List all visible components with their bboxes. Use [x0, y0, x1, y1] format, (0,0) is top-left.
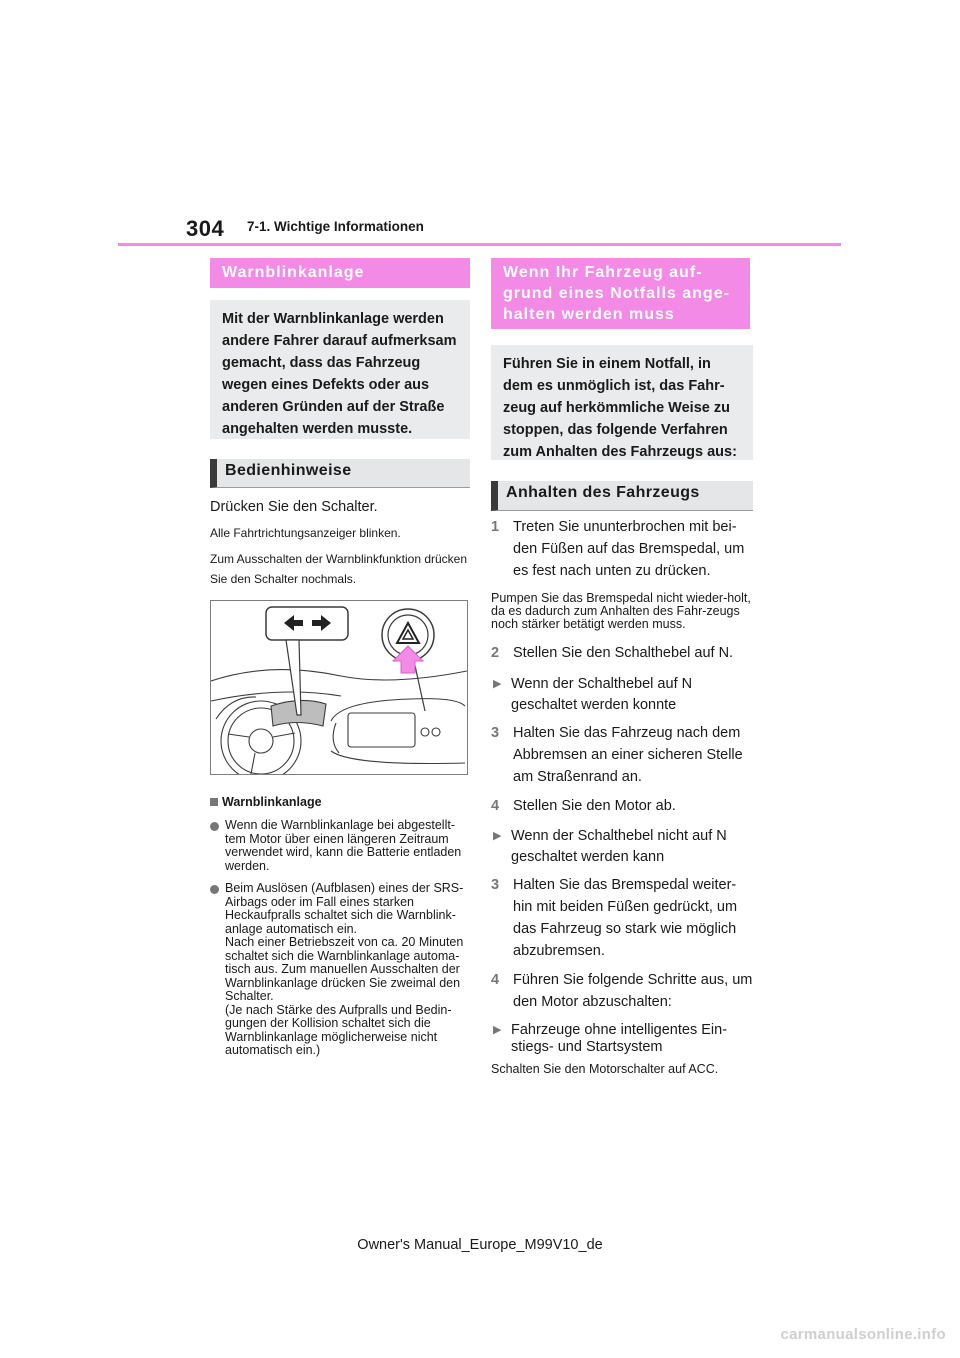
section-reference: 7-1. Wichtige Informationen — [247, 219, 424, 234]
subheading-anhalten: Anhalten des Fahrzeugs — [491, 481, 753, 511]
note-blink: Alle Fahrtrichtungsanzeiger blinken. — [210, 526, 401, 540]
notes-title: Warnblinkanlage — [210, 795, 470, 809]
triangle-arrow-icon: ▶ — [493, 678, 502, 690]
square-bullet-icon — [210, 798, 218, 806]
left-notes — [210, 795, 470, 1058]
watermark: carmanualsonline.info — [780, 1326, 946, 1343]
note-bullet: Beim Auslösen (Aufblasen) eines der SRS-Airbags oder im Fall eines starken Heckaufpralls schaltet sich die Warnblink-anlage automatisch ein. Nach einer Betriebszeit von ca. 20 Minuten schaltet sich die Warnblinkanlage automa-tisch aus. Zum manuellen Ausschalten der Warnblinkanlage drücken Sie zweimal den Schalter. (Je nach Stärke des Aufpralls und Bedin-gungen der Kollision schaltet sich die Warnblinkanlage möglicherweise nicht automatisch ein.) — [210, 882, 470, 1058]
note-switch-off: Zum Ausschalten der Warnblinkfunktion drücken Sie den Schalter nochmals. — [210, 551, 468, 586]
note-bullet: Wenn die Warnblinkanlage bei abgestellt-tem Motor über einen längeren Zeitraum verwendet wird, kann die Batterie entladen werden. — [210, 819, 470, 873]
intro-box: Mit der Warnblinkanlage werden andere Fahrer darauf aufmerksam gemacht, dass das Fahrzeug wegen eines Defekts oder aus anderen Gründen auf der Straße angehalten werden musste. — [210, 300, 470, 439]
intro-box: Führen Sie in einem Notfall, in dem es unmöglich ist, das Fahr-zeug auf herkömmliche Weise zu stoppen, das folgende Verfahren zum Anhalten des Fahrzeugs aus: — [491, 345, 753, 460]
subheading-bedienhinweise: Bedienhinweise — [210, 459, 470, 488]
step-item: 2 Stellen Sie den Schalthebel auf N. — [491, 645, 734, 661]
turn-signal-callout — [266, 607, 348, 715]
hazard-button-callout — [382, 609, 434, 711]
step-note: Pumpen Sie das Bremspedal nicht wieder-holt, da es dadurch zum Anhalten des Fahr-zeugs noch stärker betätigt werden muss. — [491, 591, 751, 631]
case-item: ▶ Fahrzeuge ohne intelligentes Ein-stiegs- und Startsystem — [493, 1022, 728, 1055]
step-item: 4 Führen Sie folgende Schritte aus, um den Motor abzuschalten: — [491, 972, 753, 1010]
triangle-arrow-icon: ▶ — [493, 830, 502, 842]
heading-notfall: Wenn Ihr Fahrzeug auf-grund eines Notfalls ange-halten werden muss — [491, 258, 750, 329]
step-item: 1 Treten Sie ununterbrochen mit bei-den Füßen auf das Bremspedal, um es fest nach unten zu drücken. — [491, 519, 745, 579]
step-item: 4 Stellen Sie den Motor ab. — [491, 798, 676, 814]
instruction-text: Drücken Sie den Schalter. — [210, 499, 378, 515]
case-item: ▶ Wenn der Schalthebel auf N geschaltet werden konnte — [491, 674, 753, 716]
right-column — [491, 258, 753, 1077]
bullet-dot-icon — [210, 885, 219, 894]
footer-manual-id: Owner's Manual_Europe_M99V10_de — [357, 1237, 603, 1253]
bullet-dot-icon — [210, 822, 219, 831]
dashboard-drawing — [211, 601, 467, 774]
header-divider — [118, 243, 841, 246]
left-column — [210, 258, 470, 589]
step-item: 3 Halten Sie das Fahrzeug nach dem Abbremsen an einer sicheren Stelle am Straßenrand an. — [491, 725, 743, 785]
final-note: Schalten Sie den Motorschalter auf ACC. — [491, 1062, 719, 1076]
dashboard-illustration — [210, 600, 468, 775]
heading-warnblinkanlage: Warnblinkanlage — [210, 258, 470, 288]
case-item: ▶ Wenn der Schalthebel nicht auf N geschaltet werden kann — [491, 826, 753, 868]
step-item: 3 Halten Sie das Bremspedal weiter-hin mit beiden Füßen gedrückt, um das Fahrzeug so stark wie möglich abzubremsen. — [491, 877, 738, 959]
triangle-arrow-icon: ▶ — [493, 1024, 502, 1036]
page-number: 304 — [186, 216, 225, 241]
